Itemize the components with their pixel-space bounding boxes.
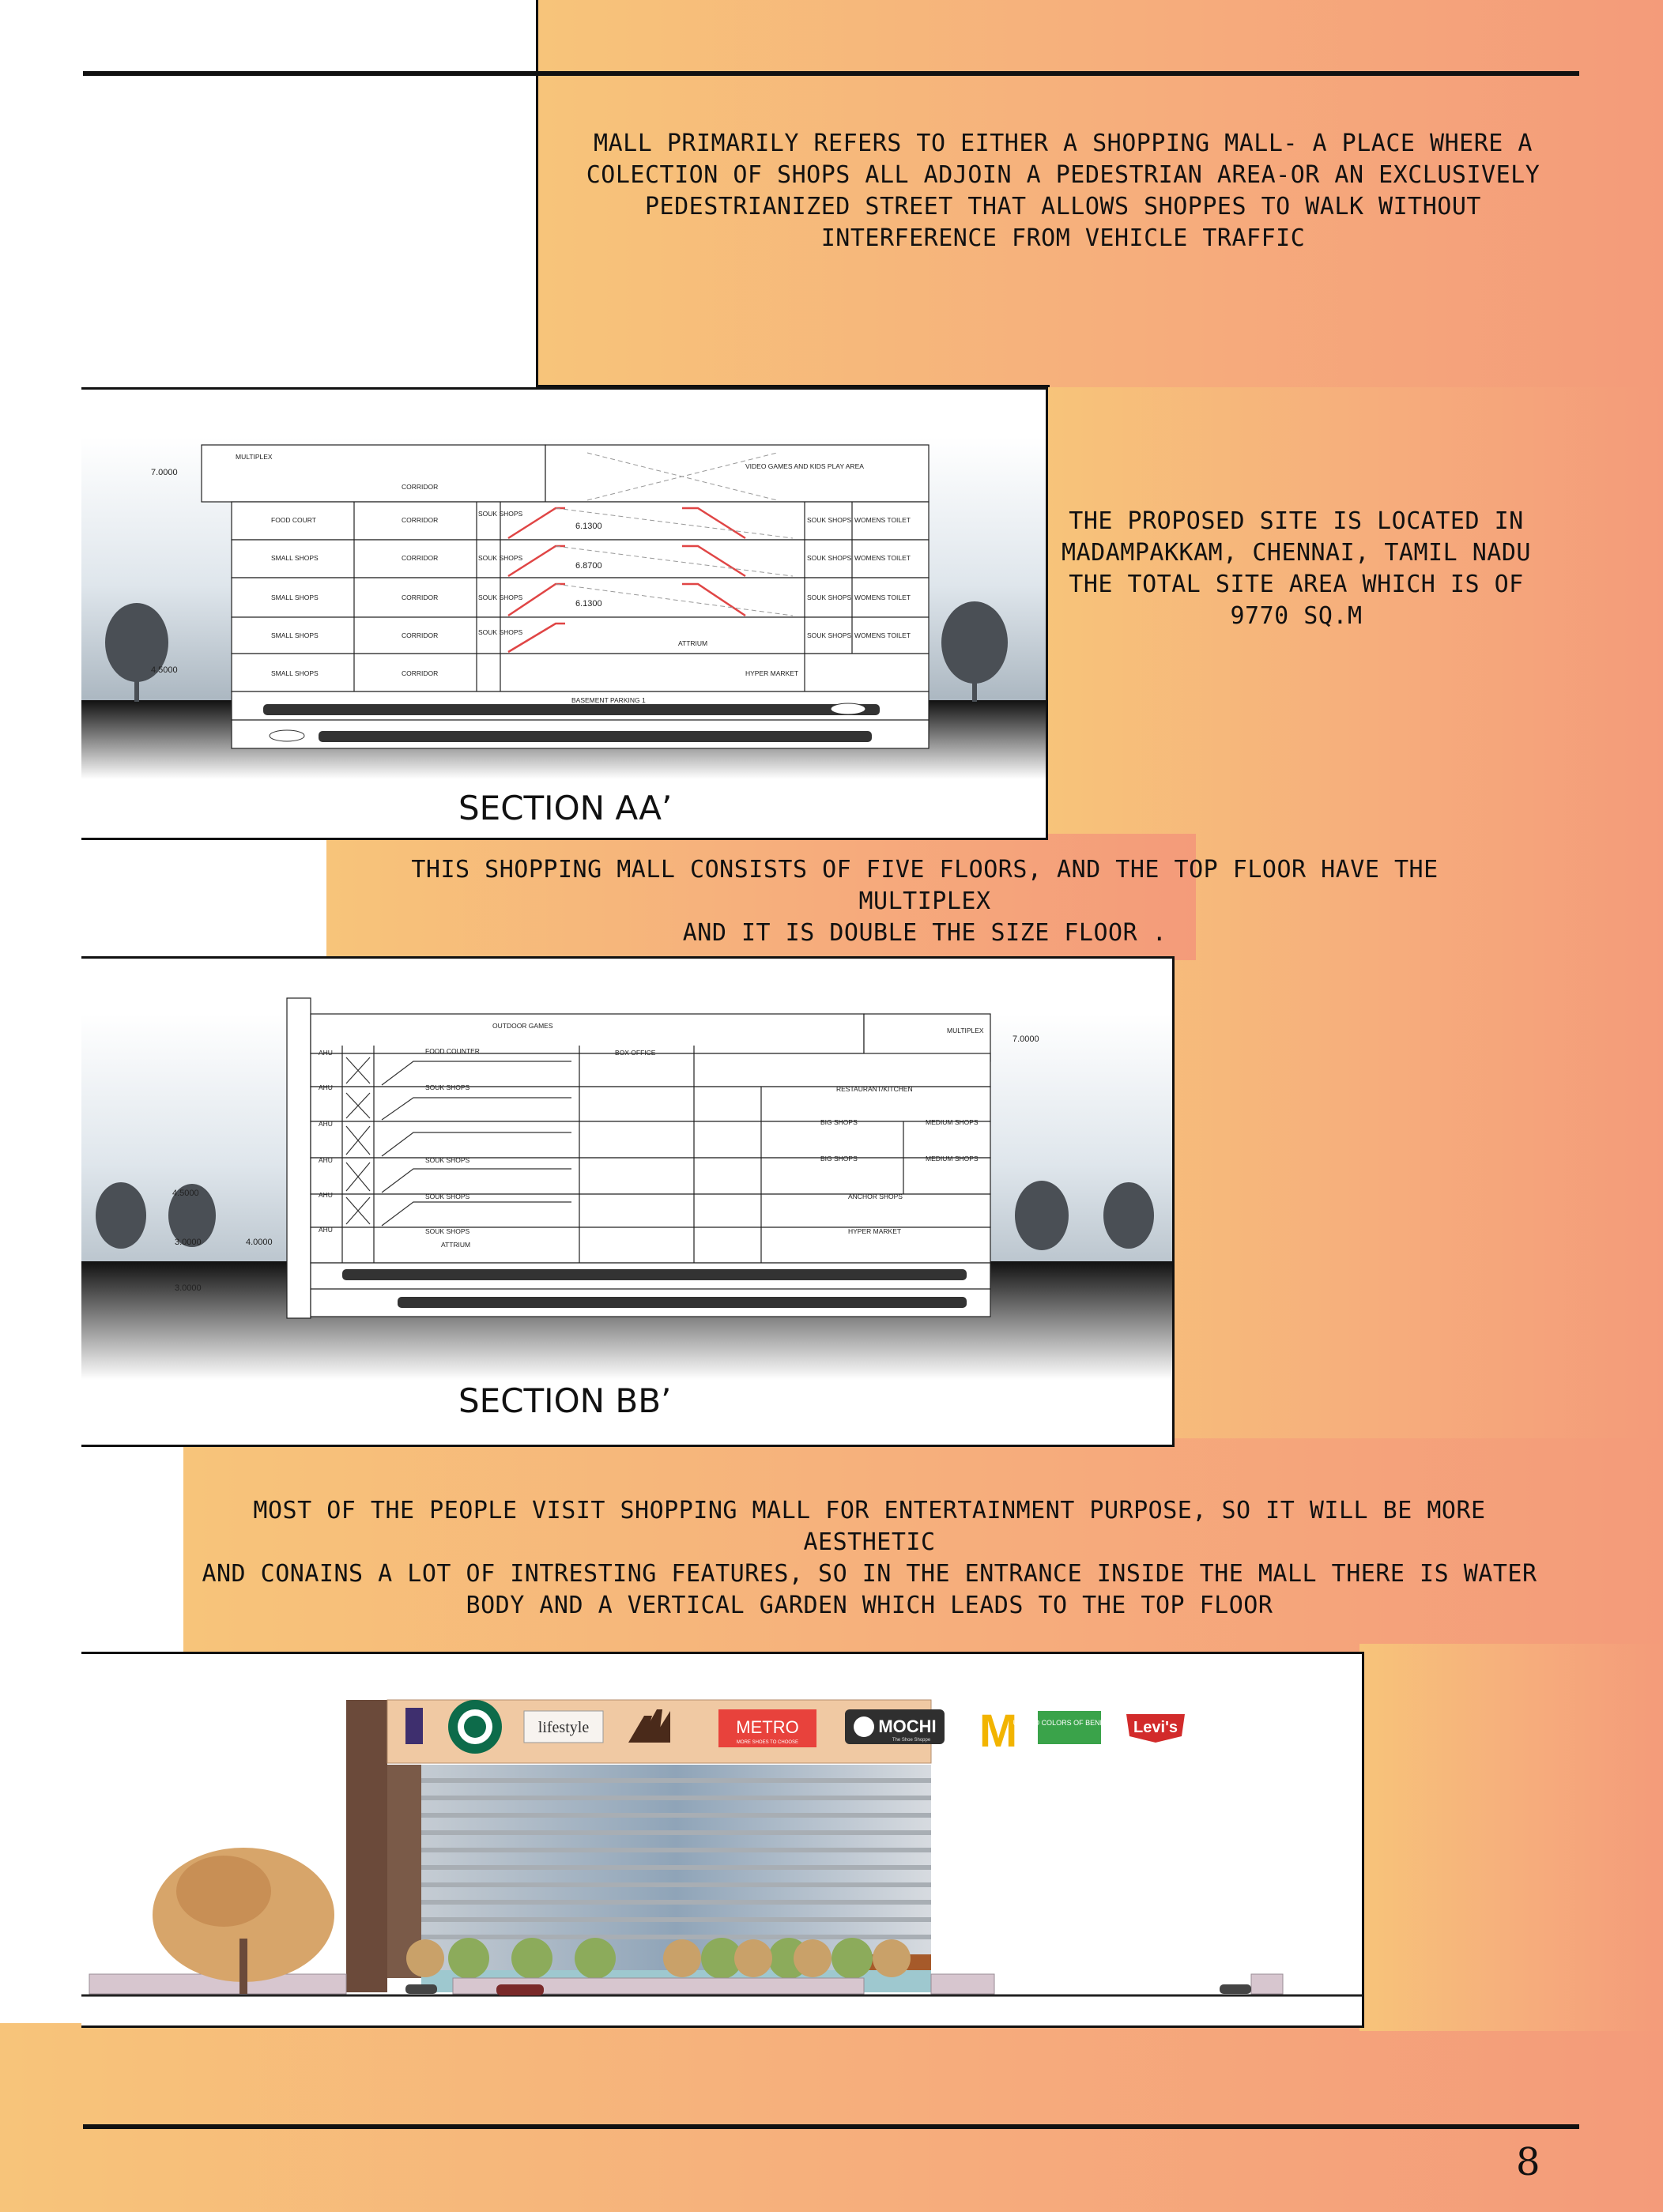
aa-basement: BASEMENT PARKING 1	[571, 696, 646, 704]
elevation-drawing	[81, 1654, 1362, 2025]
intro-paragraph: MALL PRIMARILY REFERS TO EITHER A SHOPPING MALL- A PLACE WHERE A COLECTION OF SHOPS ALL ADJOIN A PEDESTRIAN AREA-OR AN EXCLUSIVELY PEDESTRIANIZED STREET THAT ALLOWS SHOPPES TO WALK WITHOUT INTERFERENCE FROM VEHICLE TRAFFIC	[586, 130, 1540, 252]
section-aa-drawing	[81, 390, 1046, 785]
bb-outdoor-games: OUTDOOR GAMES	[492, 1022, 553, 1030]
aa-g-mid: CORRIDOR	[402, 669, 439, 677]
aa-r2-r2: WOMENS TOILET	[854, 554, 911, 562]
aa-dim-3: 6.1300	[575, 599, 602, 609]
bb-r5-souk: SOUK SHOPS	[425, 1227, 470, 1235]
bb-ahu-2: AHU	[319, 1083, 333, 1091]
benetton-text: UNITED COLORS OF BENETTON.	[1013, 1719, 1126, 1727]
bottom-rule	[83, 2124, 1579, 2129]
top-rule	[83, 71, 1579, 76]
aa-multiplex: MULTIPLEX	[236, 453, 273, 461]
autumn-tree	[153, 1848, 334, 1994]
aa-r4-souk: SOUK SHOPS	[478, 628, 523, 636]
bb-ahu-4: AHU	[319, 1156, 333, 1164]
site-paragraph: THE PROPOSED SITE IS LOCATED IN MADAMPAKKAM, CHENNAI, TAMIL NADU THE TOTAL SITE AREA WHICH IS OF 9770 SQ.M	[1062, 507, 1531, 630]
bb-level-mid: 4.5000	[172, 1189, 199, 1198]
aa-r1-mid: CORRIDOR	[402, 516, 439, 524]
bb-r3-right2: MEDIUM SHOPS	[926, 1155, 979, 1163]
bb-r1-souk: SOUK SHOPS	[425, 1083, 470, 1091]
section-bb-drawing	[81, 959, 1172, 1385]
bb-r1-right: RESTAURANT/KITCHEN	[836, 1085, 913, 1093]
bb-food-counter: FOOD COUNTER	[425, 1047, 480, 1055]
bb-r4-right: ANCHOR SHOPS	[848, 1193, 903, 1200]
bb-r2-right: BIG SHOPS	[820, 1118, 858, 1126]
aa-level-ground: 4.5000	[151, 665, 178, 675]
aa-r3-mid: CORRIDOR	[402, 594, 439, 601]
bb-ahu-3: AHU	[319, 1120, 333, 1128]
aa-r2-r1: SOUK SHOPS	[807, 554, 852, 562]
benetton-logo	[1038, 1711, 1101, 1744]
elevation-panel	[81, 1652, 1364, 2028]
aa-r4-mid: CORRIDOR	[402, 631, 439, 639]
features-paragraph: MOST OF THE PEOPLE VISIT SHOPPING MALL FOR ENTERTAINMENT PURPOSE, SO IT WILL BE MORE AESTHETIC AND CONAINS A LOT OF INTRESTING FEATURES, SO IN THE ENTRANCE INSIDE THE MALL THERE IS WATER BODY AND A VERTICAL GARDEN WHICH LEADS TO THE TOP FLOOR	[202, 1497, 1537, 1619]
bb-ahu-6: AHU	[319, 1226, 333, 1234]
top-block-outline	[536, 0, 538, 387]
bb-multiplex: MULTIPLEX	[947, 1027, 984, 1034]
aa-level-top: 7.0000	[151, 468, 178, 477]
metro-text: METRO	[736, 1717, 799, 1737]
section-aa-title: SECTION AA’	[458, 789, 673, 827]
section-aa-panel	[81, 387, 1048, 840]
aa-r3-r1: SOUK SHOPS	[807, 594, 852, 601]
aa-corridor-top: CORRIDOR	[402, 483, 439, 491]
mcdonalds-logo: M	[979, 1705, 1018, 1757]
mochi-text: MOCHI	[878, 1716, 937, 1736]
aa-r2-souk: SOUK SHOPS	[478, 554, 523, 562]
wood-column	[346, 1700, 387, 1992]
bb-level-base: 3.0000	[175, 1283, 202, 1293]
bb-atrium: ATTRIUM	[441, 1241, 471, 1249]
aa-dim-1: 6.1300	[575, 522, 602, 531]
metro-tagline: MORE SHOES TO CHOOSE	[736, 1740, 799, 1745]
bb-r3-souk: SOUK SHOPS	[425, 1156, 470, 1164]
bb-level-aux: 4.0000	[246, 1238, 273, 1247]
orange-panel-right-low	[1359, 1644, 1663, 2031]
bb-ahu-5: AHU	[319, 1191, 333, 1199]
bb-r5-right: HYPER MARKET	[848, 1227, 902, 1235]
bb-level-top: 7.0000	[1013, 1034, 1039, 1044]
bb-ahu-1: AHU	[319, 1049, 333, 1057]
aa-r4-r2: WOMENS TOILET	[854, 631, 911, 639]
aa-r1-left: FOOD COURT	[271, 516, 316, 524]
section-bb-title: SECTION BB’	[458, 1381, 672, 1420]
bb-box-office: BOX OFFICE	[615, 1049, 656, 1057]
floors-paragraph: THIS SHOPPING MALL CONSISTS OF FIVE FLOORS, AND THE TOP FLOOR HAVE THE MULTIPLEX AND IT IS DOUBLE THE SIZE FLOOR .	[411, 856, 1439, 947]
aa-r1-r2: WOMENS TOILET	[854, 516, 911, 524]
levis-text: Levi's	[1133, 1719, 1178, 1736]
aa-r3-souk: SOUK SHOPS	[478, 594, 523, 601]
section-bb-panel	[81, 956, 1175, 1447]
aa-g-left: SMALL SHOPS	[271, 669, 319, 677]
aa-r1-r1: SOUK SHOPS	[807, 516, 852, 524]
aa-g-atrium: ATTRIUM	[678, 639, 708, 647]
aa-r3-left: SMALL SHOPS	[271, 594, 319, 601]
aa-r4-r1: SOUK SHOPS	[807, 631, 852, 639]
aa-play-area: VIDEO GAMES AND KIDS PLAY AREA	[745, 462, 864, 470]
aa-g-right: HYPER MARKET	[745, 669, 799, 677]
lifestyle-text: lifestyle	[537, 1719, 590, 1736]
aa-r3-r2: WOMENS TOILET	[854, 594, 911, 601]
aa-r4-left: SMALL SHOPS	[271, 631, 319, 639]
bb-r2-right2: MEDIUM SHOPS	[926, 1118, 979, 1126]
aa-r1-souk: SOUK SHOPS	[478, 510, 523, 518]
bb-level-low: 3.0000	[175, 1238, 202, 1247]
page-number: 8	[1516, 2140, 1540, 2184]
mochi-tagline: The Shoe Shoppe	[892, 1738, 931, 1743]
aa-r2-left: SMALL SHOPS	[271, 554, 319, 562]
orange-panel-bottom	[0, 2023, 1663, 2212]
bb-r4-souk: SOUK SHOPS	[425, 1193, 470, 1200]
bb-r3-right: BIG SHOPS	[820, 1155, 858, 1163]
aa-r2-mid: CORRIDOR	[402, 554, 439, 562]
aa-dim-2: 6.8700	[575, 561, 602, 571]
purple-sign	[405, 1708, 423, 1744]
